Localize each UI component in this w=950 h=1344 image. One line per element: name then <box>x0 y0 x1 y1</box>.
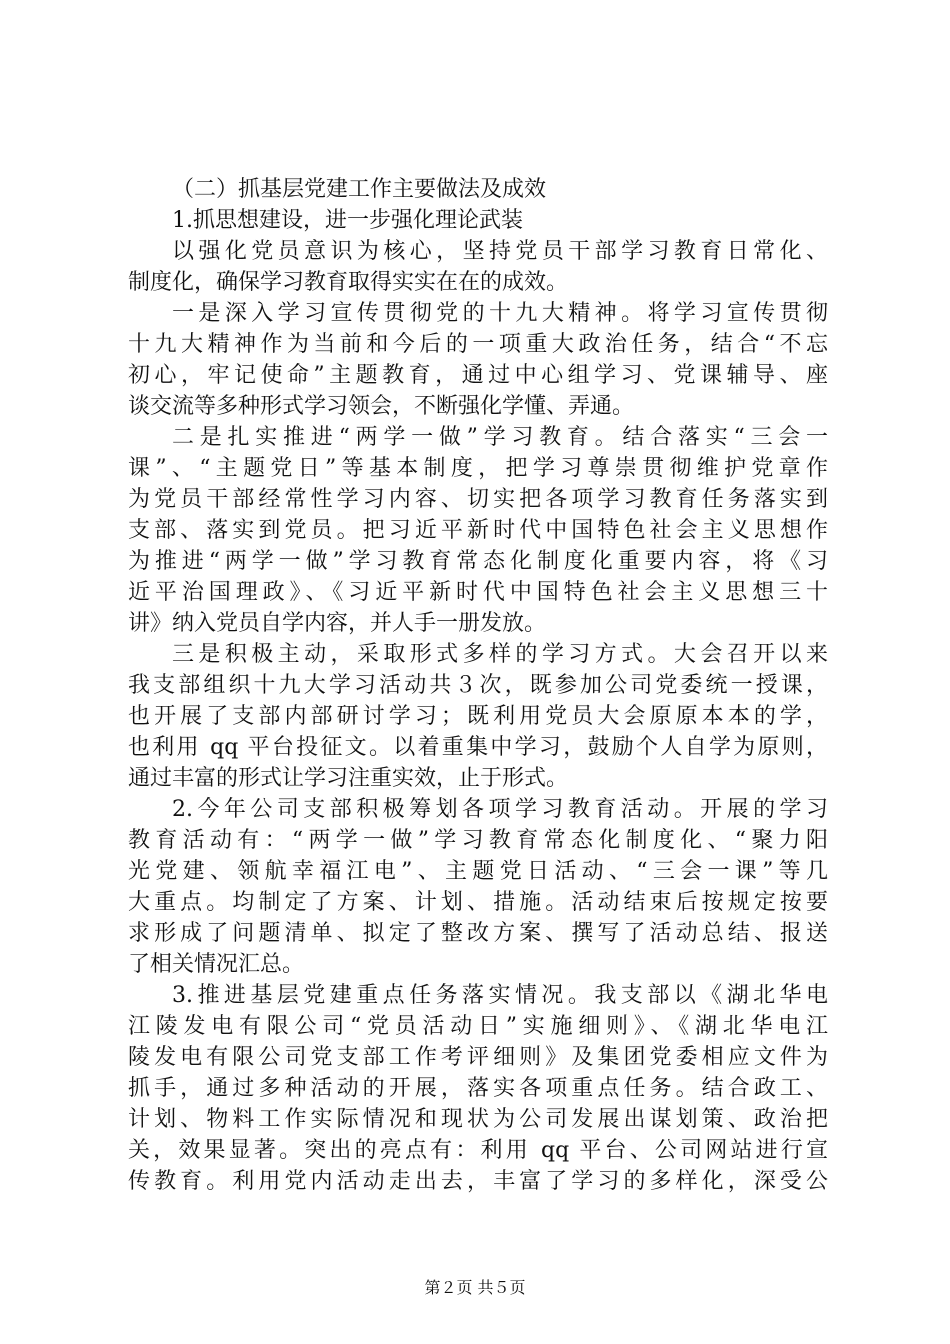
paragraph-line: 也开展了支部内部研讨学习；既利用党员大会原原本本的学， <box>128 704 828 729</box>
paragraph-line: 课”、“主题党日”等基本制度，把学习尊崇贯彻维护党章作 <box>128 456 828 481</box>
paragraph-line: 陵发电有限公司党支部工作考评细则》及集团党委相应文件为 <box>128 1045 828 1070</box>
paragraph-line: 求形成了问题清单、拟定了整改方案、撰写了活动总结、报送 <box>128 921 828 946</box>
section-heading-line: 1.抓思想建设，进一步强化理论武装 <box>172 208 523 233</box>
page-footer: 第２页 共５页 <box>424 1278 526 1297</box>
paragraph-line: 谈交流等多种形式学习领会，不断强化学懂、弄通。 <box>128 394 635 419</box>
paragraph-line: 2.今年公司支部积极筹划各项学习教育活动。开展的学习 <box>172 797 828 822</box>
paragraph-line: 光党建、领航幸福江电”、主题党日活动、“三会一课”等几 <box>128 859 828 884</box>
paragraph-line: 传教育。利用党内活动走出去，丰富了学习的多样化，深受公 <box>128 1169 828 1194</box>
paragraph-line: 支部、落实到党员。把习近平新时代中国特色社会主义思想作 <box>128 518 828 543</box>
paragraph-line: 通过丰富的形式让学习注重实效，止于形式。 <box>128 766 569 791</box>
paragraph-line: 江陵发电有限公司“党员活动日”实施细则》、《湖北华电江 <box>128 1014 828 1039</box>
paragraph-line: 初心，牢记使命”主题教育，通过中心组学习、党课辅导、座 <box>128 363 828 388</box>
paragraph-line: 制度化，确保学习教育取得实实在在的成效。 <box>128 270 569 295</box>
paragraph-line: 抓手，通过多种活动的开展，落实各项重点任务。结合政工、 <box>128 1076 828 1101</box>
paragraph-line: 以强化党员意识为核心，坚持党员干部学习教育日常化、 <box>172 239 828 264</box>
paragraph-line: 讲》纳入党员自学内容，并人手一册发放。 <box>128 611 547 636</box>
paragraph-line: 为推进“两学一做”学习教育常态化制度化重要内容，将《习 <box>128 549 828 574</box>
paragraph-line: 教育活动有：“两学一做”学习教育常态化制度化、“聚力阳 <box>128 828 828 853</box>
paragraph-line: 二是扎实推进“两学一做”学习教育。结合落实“三会一 <box>172 425 828 450</box>
paragraph-line: 三是积极主动，采取形式多样的学习方式。大会召开以来 <box>172 642 828 667</box>
paragraph-line: 也利用 qq 平台投征文。以着重集中学习，鼓励个人自学为原则， <box>128 735 828 760</box>
paragraph-line: 关，效果显著。突出的亮点有：利用 qq 平台、公司网站进行宣 <box>128 1138 828 1163</box>
paragraph-line: 近平治国理政》、《习近平新时代中国特色社会主义思想三十 <box>128 580 828 605</box>
document-body <box>128 174 828 1197</box>
paragraph-line: 一是深入学习宣传贯彻党的十九大精神。将学习宣传贯彻 <box>172 301 828 326</box>
paragraph-line: 了相关情况汇总。 <box>128 952 305 977</box>
paragraph-line: 为党员干部经常性学习内容、切实把各项学习教育任务落实到 <box>128 487 828 512</box>
paragraph-line: 我支部组织十九大学习活动共３次，既参加公司党委统一授课， <box>128 673 828 698</box>
paragraph-line: 十九大精神作为当前和今后的一项重大政治任务，结合“不忘 <box>128 332 828 357</box>
section-heading-line: （二）抓基层党建工作主要做法及成效 <box>172 177 547 202</box>
paragraph-line: 计划、物料工作实际情况和现状为公司发展出谋划策、政治把 <box>128 1107 828 1132</box>
paragraph-line: 大重点。均制定了方案、计划、措施。活动结束后按规定按要 <box>128 890 828 915</box>
paragraph-line: 3.推进基层党建重点任务落实情况。我支部以《湖北华电 <box>172 983 828 1008</box>
